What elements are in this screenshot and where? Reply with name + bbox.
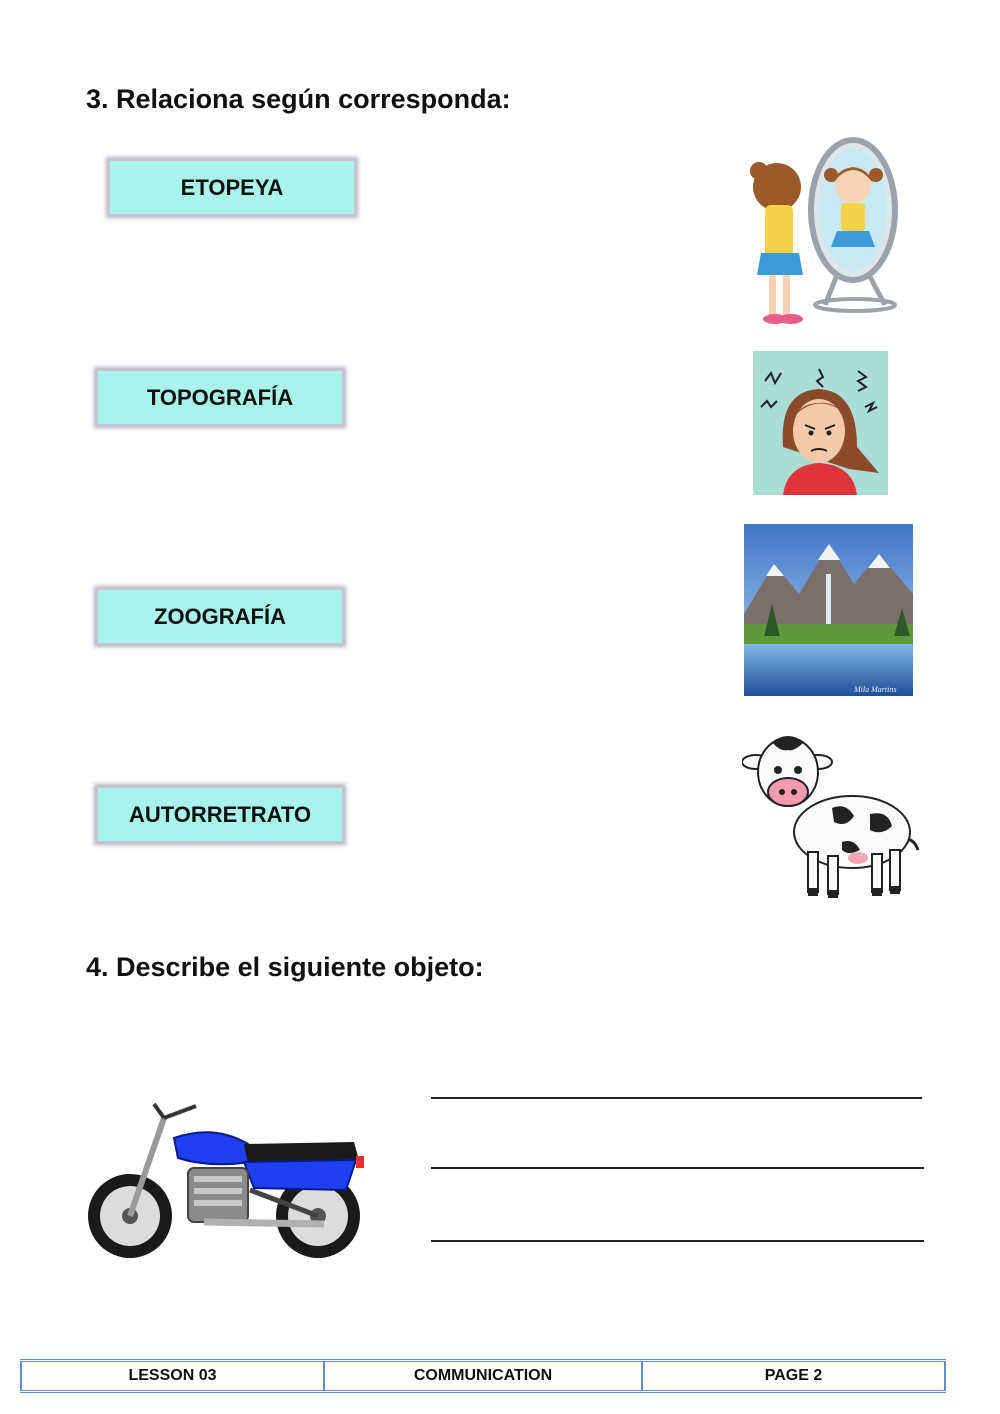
page-footer [20,1359,946,1393]
term-zoografia[interactable]: ZOOGRAFÍA [96,588,344,645]
landscape-watermark: Mila Martins [854,685,897,694]
footer-subject: COMMUNICATION [325,1362,643,1390]
answer-line-1[interactable] [431,1097,922,1099]
motorcycle-icon [84,1098,374,1263]
term-etopeya[interactable]: ETOPEYA [108,159,356,216]
term-topografia[interactable]: TOPOGRAFÍA [96,369,344,426]
answer-line-2[interactable] [431,1167,924,1169]
footer-lesson: LESSON 03 [20,1362,325,1390]
cow-icon[interactable] [742,732,922,908]
section-3-title: 3. Relaciona según corresponda: [86,84,511,114]
girl-mirror-icon[interactable] [745,135,915,335]
angry-girl-icon[interactable] [753,351,888,495]
section-4-title: 4. Describe el siguiente objeto: [86,952,484,982]
landscape-icon[interactable] [744,524,913,696]
answer-line-3[interactable] [431,1240,924,1242]
footer-page: PAGE 2 [643,1362,946,1390]
term-autorretrato[interactable]: AUTORRETRATO [96,786,344,843]
